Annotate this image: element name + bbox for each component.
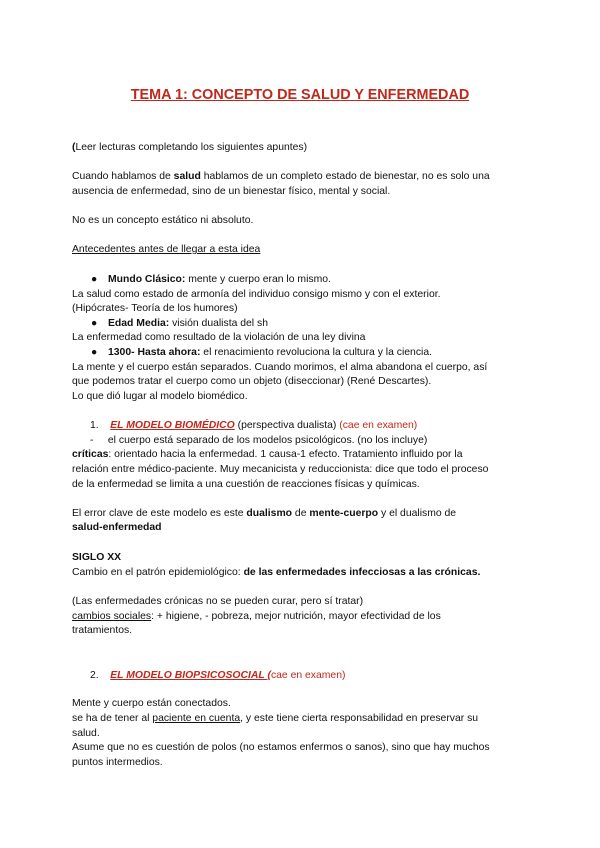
final-line1: Mente y cuerpo están conectados. [72, 698, 231, 709]
final-line2 [72, 712, 478, 727]
concepto-note: No es un concepto estático ni absoluto. [72, 215, 254, 226]
dash-text: el cuerpo está separado de los modelos psicológicos. (no los incluye) [107, 435, 428, 446]
model1-dash-item [90, 434, 427, 449]
model1-paren: (perspectiva dualista) [234, 420, 337, 431]
bullet-dot: ● [91, 318, 98, 329]
criticas-line3: de la enfermedad se limita a una cuestión de reacciones físicas y químicas. [72, 479, 420, 490]
mente-cuerpo-bold: mente-cuerpo [309, 508, 379, 519]
siglo-bold: de las enfermedades infecciosas a las crónicas. [243, 567, 481, 578]
renac-line3: Lo que dió lugar al modelo biomédico. [72, 391, 248, 402]
criticas-line [72, 448, 462, 463]
final-line4: Asume que no es cuestión de polos (no estamos enfermos o sanos), sino que hay muchos [72, 742, 490, 753]
text: de [292, 508, 310, 519]
list-number: 1. [90, 420, 99, 431]
error-line1 [72, 507, 456, 522]
model2-heading [90, 669, 345, 684]
bullet-label: 1300- Hasta ahora: [108, 347, 201, 358]
clasico-line2: (Hipócrates- Teoría de los humores) [72, 303, 238, 314]
final-line5: puntos intermedios. [72, 757, 163, 768]
cronicas-line2 [72, 610, 441, 625]
paciente-en-cuenta: paciente en cuenta [152, 713, 241, 724]
bullet-edad-media [108, 317, 268, 332]
media-line: La enfermedad como resultado de la violación de una ley divina [72, 332, 366, 343]
bullet-text: visión dualista del sh [169, 318, 268, 329]
renac-line1: La mente y el cuerpo están separados. Cuando morimos, el alma abandona el cuerpo, así [72, 362, 488, 373]
model2-name: EL MODELO BIOPSICOSOCIAL [110, 670, 265, 681]
bullet-text: mente y cuerpo eran lo mismo. [185, 274, 331, 285]
text: Cambio en el patrón epidemiológico: [72, 567, 244, 578]
final-line3: salud. [72, 728, 100, 739]
cambios-sociales: cambios sociales [72, 611, 152, 622]
criticas-label: críticas [72, 449, 109, 460]
bullet-dot: ● [91, 274, 98, 285]
salud-bold: salud [173, 171, 201, 182]
model1-name: EL MODELO BIOMÉDICO [110, 420, 235, 431]
bullet-text: el renacimiento revoluciona la cultura y la ciencia. [200, 347, 433, 358]
siglo-heading: SIGLO XX [72, 552, 122, 563]
bullet-dot: ● [91, 347, 98, 358]
renac-line2: que podemos tratar el cuerpo como un objeto (diseccionar) (René Descartes). [72, 376, 432, 387]
intro-note-text: Leer lecturas completando los siguientes apuntes) [75, 142, 308, 153]
salud-definition-line1 [72, 170, 490, 185]
text: hablamos de un completo estado de bienestar, no es solo una [200, 171, 490, 182]
criticas-line2: relación entre médico-paciente. Muy mecanicista y reduccionista: dice que todo el proceso [72, 464, 489, 475]
antecedentes-heading: Antecedentes antes de llegar a esta idea [72, 244, 261, 255]
text: : + higiene, - pobreza, mejor nutrición, mayor efectividad de los [151, 611, 441, 622]
bullet-mundo-clasico [108, 273, 331, 288]
bullet-1300 [108, 346, 432, 361]
list-number: 2. [90, 670, 99, 681]
dualismo-bold: dualismo [246, 508, 293, 519]
intro-note [72, 141, 307, 156]
model1-heading [90, 419, 417, 434]
model1-exam-note: (cae en examen) [336, 420, 418, 431]
cronicas-line3: tratamientos. [72, 625, 133, 636]
siglo-line [72, 566, 480, 581]
model2-exam-note: cae en examen) [270, 670, 346, 681]
text: , y este tiene cierta responsabilidad en preservar su [240, 713, 479, 724]
dash-marker: - [90, 435, 94, 446]
text: Cuando hablamos de [72, 171, 174, 182]
criticas-text: : orientado hacia la enfermedad. 1 causa-1 efecto. Tratamiento influido por la [108, 449, 463, 460]
bullet-label: Mundo Clásico: [108, 274, 186, 285]
document-title: TEMA 1: CONCEPTO DE SALUD Y ENFERMEDAD [130, 87, 470, 103]
model2-paren: ( [264, 670, 271, 681]
error-line2: salud-enfermedad [72, 522, 162, 533]
bullet-label: Edad Media: [108, 318, 170, 329]
cronicas-line1: (Las enfermedades crónicas no se pueden curar, pero sí tratar) [72, 596, 364, 607]
intro-paren: ( [72, 142, 76, 153]
text: se ha de tener al [72, 713, 153, 724]
text: El error clave de este modelo es este [72, 508, 247, 519]
clasico-line1: La salud como estado de armonía del individuo consigo mismo y con el exterior. [72, 289, 441, 300]
text: y el dualismo de [378, 508, 457, 519]
salud-definition-line2: ausencia de enfermedad, sino de un bienestar físico, mental y social. [72, 186, 391, 197]
